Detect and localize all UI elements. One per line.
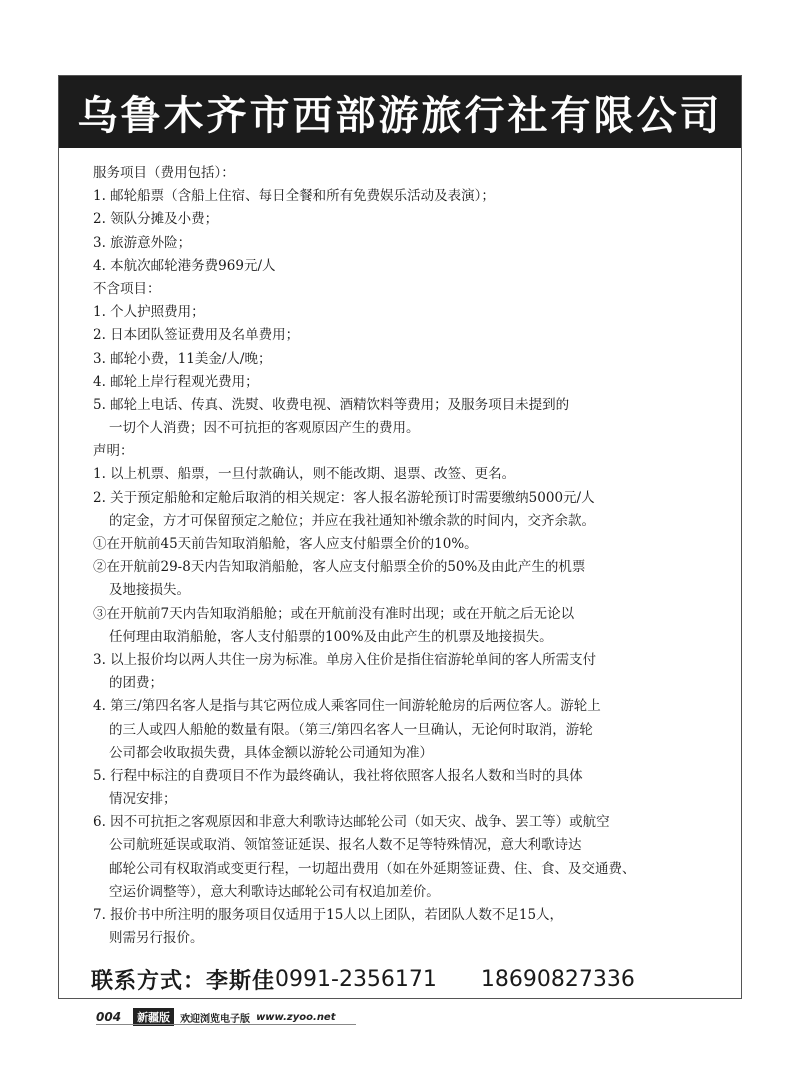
- statement-item: 3. 以上报价均以两人共住一房为标准。单房入住价是指住宿游轮单间的客人所需支付: [93, 651, 597, 668]
- excluded-item: 2. 日本团队签证费用及名单费用；: [93, 327, 300, 344]
- edition-badge: 新疆版: [133, 1008, 174, 1026]
- contact-label: 联系方式：李斯佳: [91, 969, 276, 994]
- statement-item-continued: 公司都会收取损失费，具体金额以游轮公司通知为准）: [109, 744, 433, 761]
- included-item: 1. 邮轮船票（含船上住宿、每日全餐和所有免费娱乐活动及表演）；: [93, 188, 495, 205]
- cancellation-rule-continued: 任何理由取消船舱，客人支付船票的100%及由此产生的机票及地接损失。: [109, 628, 553, 645]
- included-item: 3. 旅游意外险；: [93, 234, 192, 251]
- cancellation-rule-continued: 及地接损失。: [109, 582, 190, 599]
- statement-item-continued: 公司航班延误或取消、领馆签证延误、报名人数不足等特殊情况，意大利歌诗达: [109, 837, 582, 854]
- statement-item: 4. 第三/第四名客人是指与其它两位成人乘客同住一间游轮舱房的后两位客人。游轮上: [93, 698, 601, 715]
- cancellation-rule: ②在开航前29-8天内告知取消船舱，客人应支付船票全价的50%及由此产生的机票: [93, 559, 586, 576]
- excluded-item: 3. 邮轮小费，11美金/人/晚；: [93, 350, 272, 367]
- title-banner: [59, 76, 741, 148]
- statement-item-continued: 邮轮公司有权取消或变更行程，一切超出费用（如在外延期签证费、住、食、及交通费、: [109, 860, 636, 877]
- statement-item-continued: 空运价调整等），意大利歌诗达邮轮公司有权追加差价。: [109, 883, 440, 900]
- statement-item-continued: 的三人或四人船舱的数量有限。（第三/第四名客人一旦确认，无论何时取消，游轮: [109, 721, 593, 738]
- excluded-item: 4. 邮轮上岸行程观光费用；: [93, 373, 259, 390]
- statement-item: 1. 以上机票、船票，一旦付款确认，则不能改期、退票、改签、更名。: [93, 466, 516, 483]
- statement-item-continued: 的团费；: [109, 675, 163, 692]
- document-frame: [58, 75, 742, 999]
- company-title: 乌鲁木齐市西部游旅行社有限公司: [77, 91, 723, 139]
- statement-item: 7. 报价书中所注明的服务项目仅适用于15人以上团队，若团队人数不足15人，: [93, 907, 564, 923]
- section-heading-excluded: 不含项目：: [93, 280, 161, 297]
- footer-url: www.zyoo.net: [256, 1011, 336, 1023]
- excluded-item: 1. 个人护照费用；: [93, 304, 205, 321]
- included-item: 4. 本航次邮轮港务费969元/人: [93, 257, 276, 274]
- footer-welcome-text: 欢迎浏览电子版: [180, 1013, 251, 1025]
- statement-item-continued: 情况安排；: [109, 791, 177, 808]
- section-heading-statement: 声明：: [93, 443, 134, 460]
- contact-line: [91, 964, 731, 995]
- statement-item: 6. 因不可抗拒之客观原因和非意大利歌诗达邮轮公司（如天灾、战争、罢工等）或航空: [93, 814, 610, 831]
- statement-item: 5. 行程中标注的自费项目不作为最终确认，我社将依照客人报名人数和当时的具体: [93, 767, 583, 784]
- statement-item-continued: 的定金，方才可保留预定之舱位；并应在我社通知补缴余款的时间内，交齐余款。: [109, 512, 595, 529]
- included-item: 2. 领队分摊及小费；: [93, 211, 219, 228]
- cancellation-rule: ①在开航前45天前告知取消船舱，客人应支付船票全价的10%。: [93, 536, 478, 552]
- section-heading-included: 服务项目（费用包括）：: [93, 165, 235, 181]
- page-number: 004: [96, 1010, 122, 1024]
- cancellation-rule: ③在开航前7天内告知取消船舱；或在开航前没有准时出现；或在开航之后无论以: [93, 605, 575, 622]
- footer-divider: [96, 1024, 356, 1025]
- contact-mobile: 18690827336: [480, 967, 635, 992]
- statement-item-continued: 则需另行报价。: [109, 930, 204, 947]
- excluded-item: 5. 邮轮上电话、传真、洗熨、收费电视、酒精饮料等费用；及服务项目未提到的: [93, 396, 570, 413]
- statement-item: 2. 关于预定船舱和定舱后取消的相关规定：客人报名游轮预订时需要缴纳5000元/人: [93, 489, 595, 506]
- contact-landline: 0991-2356171: [275, 967, 437, 992]
- excluded-item-continued: 一切个人消费；因不可抗拒的客观原因产生的费用。: [109, 420, 420, 437]
- content-body: [93, 162, 733, 950]
